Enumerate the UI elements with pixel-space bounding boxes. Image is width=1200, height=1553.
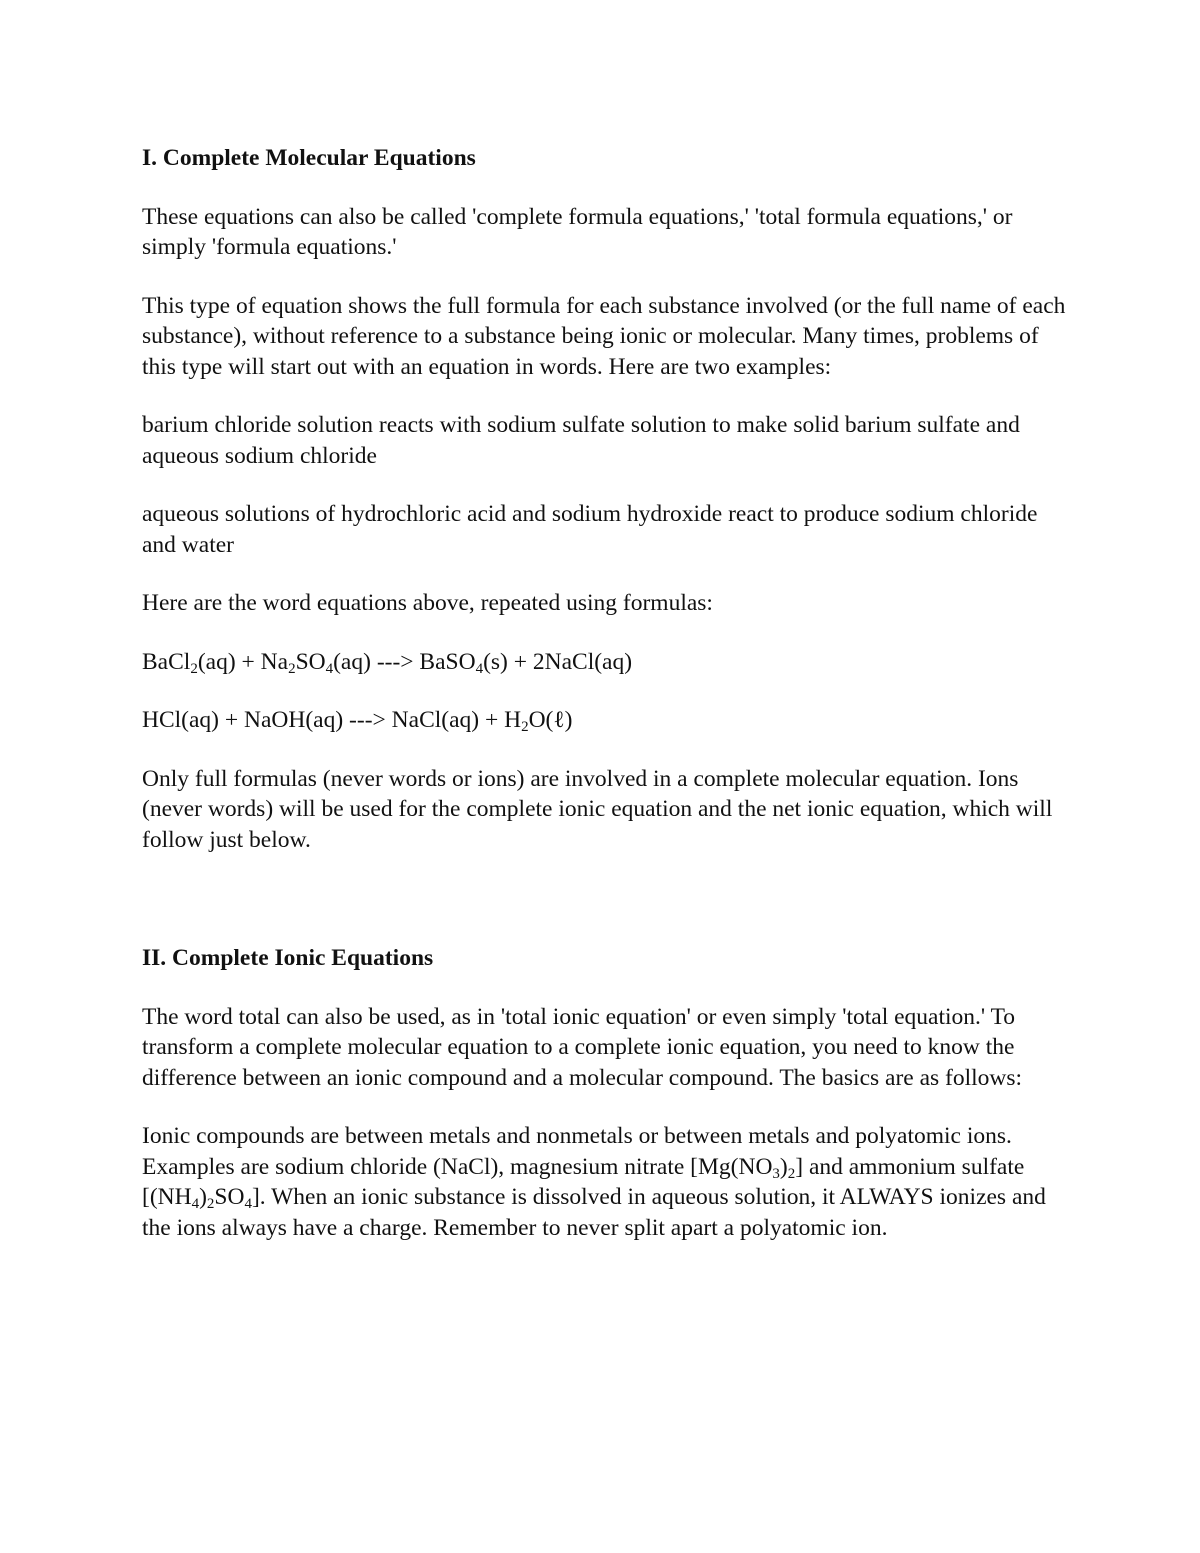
section-1-paragraph-1: These equations can also be called 'complete formula equations,' 'total formula equations,' or simply 'formula equations.' bbox=[142, 203, 1013, 260]
eq1-part: BaCl bbox=[142, 648, 191, 675]
para-part: ] and ammonium sulfate [(NH bbox=[142, 1153, 1025, 1210]
para-subscript: 4 bbox=[244, 1196, 252, 1212]
section-2-heading: II. Complete Ionic Equations bbox=[142, 945, 434, 971]
eq2-part: O(ℓ) bbox=[528, 707, 573, 733]
eq1-subscript: 4 bbox=[325, 660, 334, 677]
formula-equation-2 bbox=[142, 705, 1072, 736]
word-equation-example-2: aqueous solutions of hydrochloric acid and sodium hydroxide react to produce sodium chloride and water bbox=[142, 501, 1038, 558]
word-equation-example-1: barium chloride solution reacts with sodium sulfate solution to make solid barium sulfate and aqueous sodium chloride bbox=[142, 412, 1020, 469]
eq1-subscript: 4 bbox=[475, 660, 484, 677]
section-1-paragraph-3: Here are the word equations above, repeated using formulas: bbox=[142, 590, 713, 616]
eq1-subscript: 2 bbox=[288, 660, 296, 677]
para-part: ]. When an ionic substance is dissolved in aqueous solution, it ALWAYS ionizes and the ions always have a charge. Remember to never split apart a polyatomic ion. bbox=[142, 1184, 1046, 1241]
para-part: ) bbox=[779, 1153, 788, 1180]
para-subscript: 2 bbox=[206, 1196, 215, 1212]
para-part: SO bbox=[214, 1184, 245, 1210]
eq2-subscript: 2 bbox=[521, 719, 529, 735]
para-subscript: 2 bbox=[787, 1165, 796, 1182]
document-page bbox=[142, 143, 1072, 1243]
para-part: ) bbox=[199, 1184, 207, 1210]
para-subscript: 4 bbox=[191, 1196, 200, 1212]
eq1-part: (aq) + Na bbox=[197, 648, 289, 675]
section-1-paragraph-4: Only full formulas (never words or ions) are involved in a complete molecular equation. Ions (never words) will be used for the complete ionic equation and the net ionic equation, which will follow just below. bbox=[142, 765, 1053, 853]
section-1-heading: I. Complete Molecular Equations bbox=[142, 145, 476, 171]
section-2-paragraph-1: The word total can also be used, as in 'total ionic equation' or even simply 'total equation.' To transform a complete molecular equation to a complete ionic equation, you need to know the difference between an ionic compound and a molecular compound. The basics are as follows: bbox=[142, 1003, 1023, 1091]
section-1-paragraph-2: This type of equation shows the full formula for each substance involved (or the full name of each substance), without reference to a substance being ionic or molecular. Many times, problems of this type will start out with an equation in words. Here are two examples: bbox=[142, 292, 1066, 380]
eq1-part: SO bbox=[295, 648, 326, 675]
para-subscript: 3 bbox=[772, 1165, 780, 1182]
section-2-paragraph-2 bbox=[142, 1121, 1072, 1243]
para-part: Ionic compounds are between metals and nonmetals or between metals and polyatomic ions. Examples are sodium chloride (NaCl), magnesium nitrate [Mg(NO bbox=[142, 1123, 1012, 1180]
eq1-part: (aq) ---> BaSO bbox=[333, 648, 476, 675]
formula-equation-1 bbox=[142, 647, 1072, 678]
eq1-part: (s) + 2NaCl(aq) bbox=[483, 648, 633, 675]
eq1-subscript: 2 bbox=[190, 660, 198, 677]
eq2-part: HCl(aq) + NaOH(aq) ---> NaCl(aq) + H bbox=[142, 707, 522, 733]
